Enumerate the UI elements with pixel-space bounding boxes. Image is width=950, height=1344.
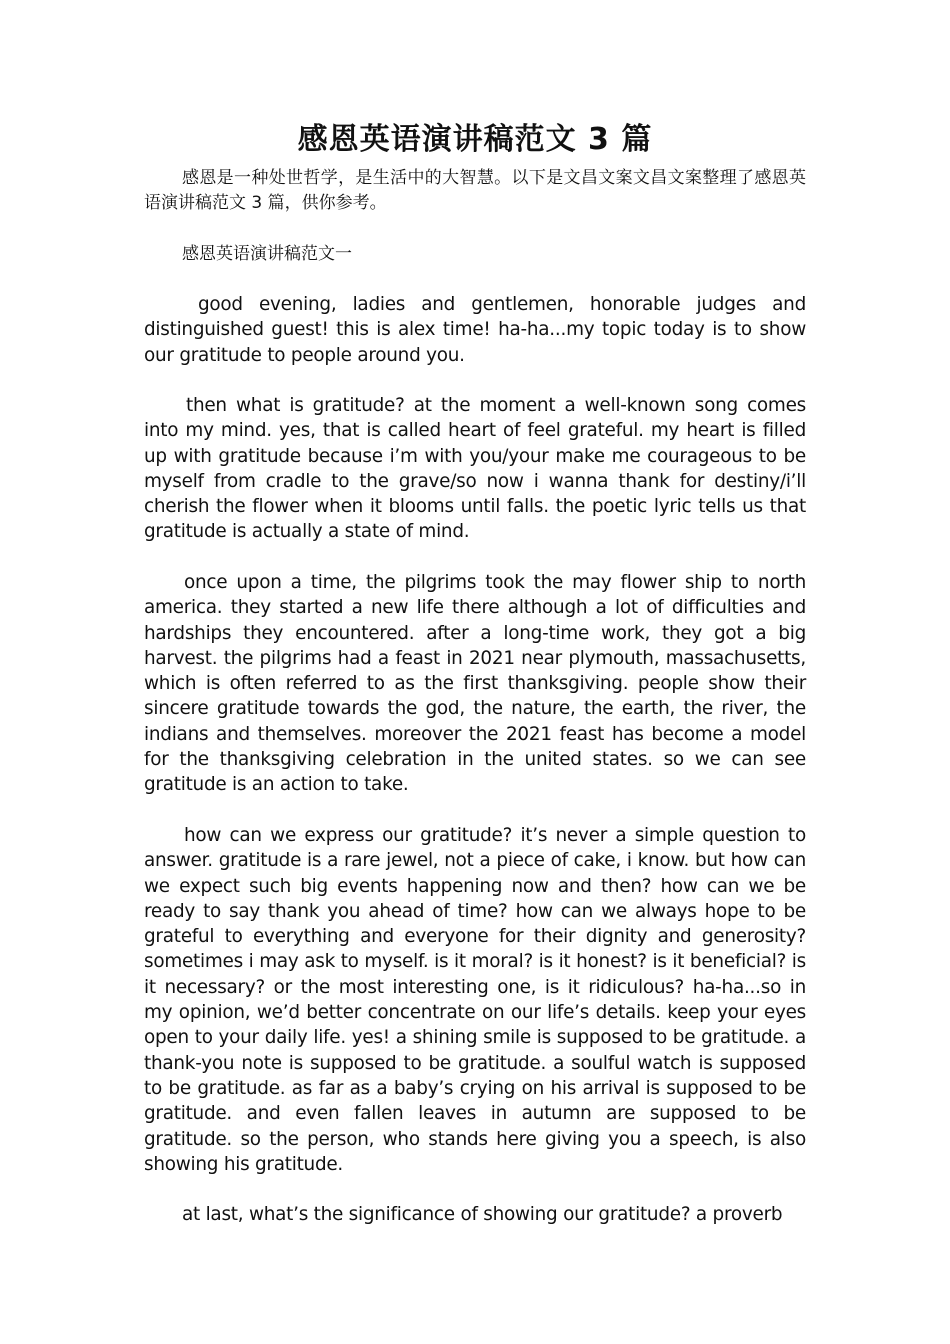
page-title: 感恩英语演讲稿范文 3 篇 bbox=[297, 122, 653, 157]
body-paragraph: good evening, ladies and gentlemen, honorable judges and distinguished guest! this is alex time! ha-ha...my topic today is to show our gratitude to people around you. bbox=[144, 294, 806, 366]
body-paragraph: at last, what’s the significance of showing our gratitude? a proverb bbox=[182, 1204, 783, 1225]
intro-paragraph: 感恩是一种处世哲学，是生活中的大智慧。以下是文昌文案文昌文案整理了感恩英语演讲稿范文 3 篇，供你参考。 bbox=[144, 168, 806, 213]
body-paragraph: once upon a time, the pilgrims took the may flower ship to north america. they started a new life there although a lot of difficulties and hardships they encountered. after a long-time work, they got a big harvest. the pilgrims had a feast in 2021 near plymouth, massachusetts, which is often referred to as the first thanksgiving. people show their sincere gratitude towards the god, the nature, the earth, the river, the indians and themselves. moreover the 2021 feast has become a model for the thanksgiving celebration in the united states. so we can see gratitude is an action to take. bbox=[144, 572, 806, 796]
body-paragraph: then what is gratitude? at the moment a well-known song comes into my mind. yes, that is called heart of feel grateful. my heart is filled up with gratitude because i’m with you/your make me courageous to be myself from cradle to the grave/so now i wanna thank for destiny/i’ll cherish the flower when it blooms until falls. the poetic lyric tells us that gratitude is actually a state of mind. bbox=[144, 395, 806, 543]
section-heading: 感恩英语演讲稿范文一 bbox=[182, 244, 352, 264]
body-paragraph: how can we express our gratitude? it’s never a simple question to answer. gratitude is a rare jewel, not a piece of cake, i know. but how can we expect such big events happening now and then? how can we be ready to say thank you ahead of time? how can we always hope to be grateful to everything and everyone for their dignity and generosity? sometimes i may ask to myself. is it moral? is it honest? is it beneficial? is it necessary? or the most interesting one, is it ridiculous? ha-ha...so in my opinion, we’d better concentrate on our life’s details. keep your eyes open to your daily life. yes! a shining smile is supposed to be gratitude. a thank-you note is supposed to be gratitude. a soulful watch is supposed to be gratitude. as far as a baby’s crying on his arrival is supposed to be gratitude. and even fallen leaves in autumn are supposed to be gratitude. so the person, who stands here giving you a speech, is also showing his gratitude. bbox=[144, 825, 806, 1175]
